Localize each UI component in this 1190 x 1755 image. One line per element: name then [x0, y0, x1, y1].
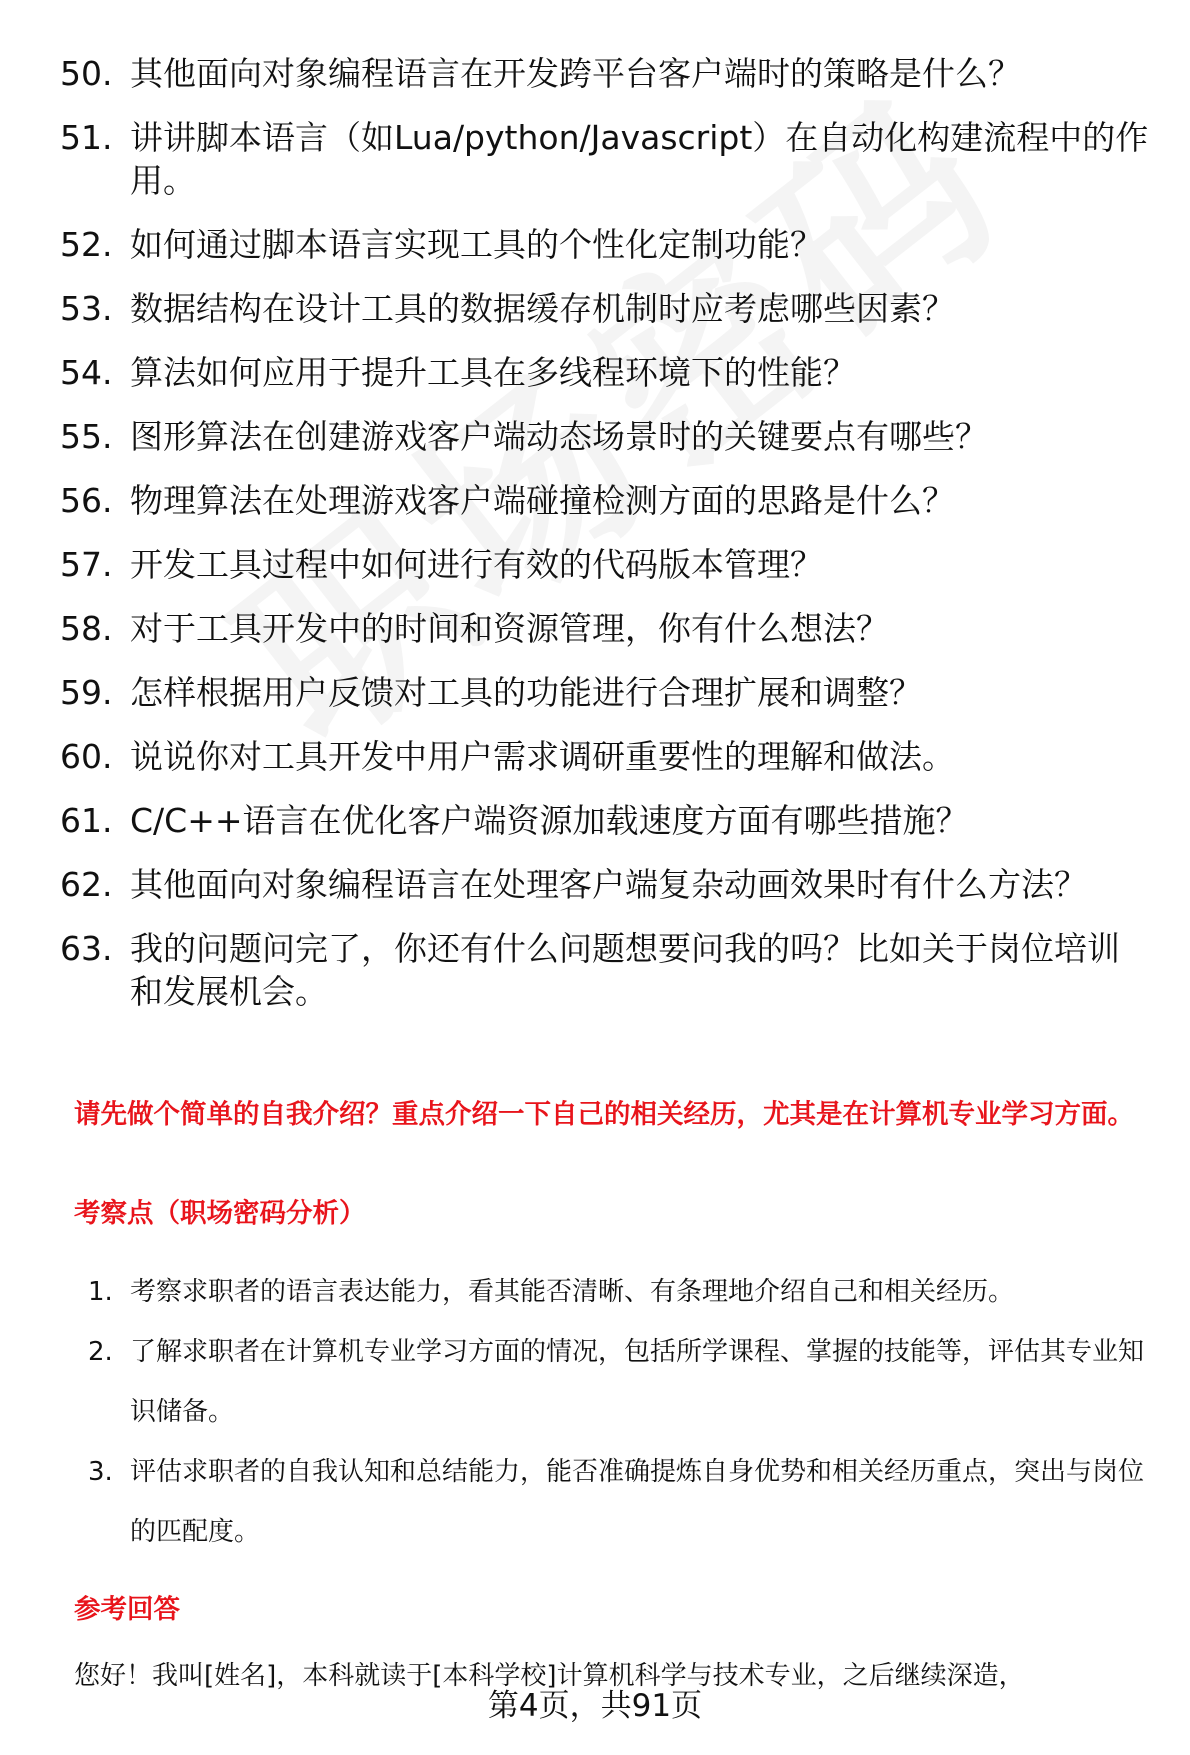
question-number: 62. — [60, 865, 113, 904]
list-item — [60, 223, 1150, 266]
question-text: 物理算法在处理游戏客户端碰撞检测方面的思路是什么？ — [130, 481, 955, 520]
list-item — [60, 799, 1150, 842]
point-number: 2. — [88, 1337, 113, 1367]
question-text: 说说你对工具开发中用户需求调研重要性的理解和做法。 — [130, 737, 955, 776]
list-item — [60, 607, 1150, 650]
question-text: 其他面向对象编程语言在处理客户端复杂动画效果时有什么方法？ — [130, 865, 1087, 904]
list-item — [60, 543, 1150, 586]
list-item — [60, 116, 1150, 202]
list-item — [88, 1442, 1148, 1562]
question-number: 53. — [60, 289, 113, 328]
question-text: 数据结构在设计工具的数据缓存机制时应考虑哪些因素？ — [130, 289, 955, 328]
point-text: 评估求职者的自我认知和总结能力，能否准确提炼自身优势和相关经历重点，突出与岗位的匹配度。 — [130, 1457, 1145, 1547]
analysis-heading: 考察点（职场密码分析） — [74, 1198, 366, 1229]
question-number: 51. — [60, 118, 113, 157]
question-number: 50. — [60, 54, 113, 93]
question-text: 其他面向对象编程语言在开发跨平台客户端时的策略是什么？ — [130, 54, 1021, 93]
interview-question-heading: 请先做个简单的自我介绍？重点介绍一下自己的相关经历，尤其是在计算机专业学习方面。 — [74, 1099, 1134, 1130]
question-number: 60. — [60, 737, 113, 776]
point-number: 1. — [88, 1277, 113, 1307]
reference-answer-heading: 参考回答 — [74, 1594, 180, 1625]
question-text: C/C++语言在优化客户端资源加载速度方面有哪些措施？ — [130, 801, 969, 840]
question-text: 我的问题问完了，你还有什么问题想要问我的吗？比如关于岗位培训和发展机会。 — [130, 929, 1120, 1011]
list-item — [60, 351, 1150, 394]
list-item — [60, 415, 1150, 458]
reference-answer-text: 您好！我叫[姓名]，本科就读于[本科学校]计算机科学与技术专业，之后继续深造， — [74, 1661, 1025, 1691]
question-number: 57. — [60, 545, 113, 584]
list-item — [60, 479, 1150, 522]
list-item — [60, 671, 1150, 714]
question-number: 52. — [60, 225, 113, 264]
question-number: 58. — [60, 609, 113, 648]
list-item — [60, 863, 1150, 906]
question-text: 图形算法在创建游戏客户端动态场景时的关键要点有哪些？ — [130, 417, 988, 456]
point-text: 考察求职者的语言表达能力，看其能否清晰、有条理地介绍自己和相关经历。 — [130, 1277, 1015, 1307]
question-text: 对于工具开发中的时间和资源管理，你有什么想法？ — [130, 609, 889, 648]
question-text: 怎样根据用户反馈对工具的功能进行合理扩展和调整？ — [130, 673, 922, 712]
list-item — [88, 1262, 1148, 1322]
list-item — [88, 1322, 1148, 1442]
question-number: 63. — [60, 929, 113, 968]
question-text: 讲讲脚本语言（如Lua/python/Javascript）在自动化构建流程中的作用。 — [130, 118, 1149, 200]
question-text: 如何通过脚本语言实现工具的个性化定制功能？ — [130, 225, 823, 264]
question-text: 算法如何应用于提升工具在多线程环境下的性能？ — [130, 353, 856, 392]
question-number: 59. — [60, 673, 113, 712]
question-number: 56. — [60, 481, 113, 520]
point-number: 3. — [88, 1457, 113, 1487]
question-number: 54. — [60, 353, 113, 392]
point-text: 了解求职者在计算机专业学习方面的情况，包括所学课程、掌握的技能等，评估其专业知识储备。 — [130, 1337, 1145, 1427]
list-item — [60, 52, 1150, 95]
list-item — [60, 287, 1150, 330]
list-item — [60, 927, 1150, 1013]
question-number: 55. — [60, 417, 113, 456]
analysis-points — [88, 1262, 1148, 1562]
question-text: 开发工具过程中如何进行有效的代码版本管理？ — [130, 545, 823, 584]
question-list — [60, 52, 1150, 1034]
page-footer: 第4页，共91页 — [487, 1688, 703, 1724]
list-item — [60, 735, 1150, 778]
question-number: 61. — [60, 801, 113, 840]
